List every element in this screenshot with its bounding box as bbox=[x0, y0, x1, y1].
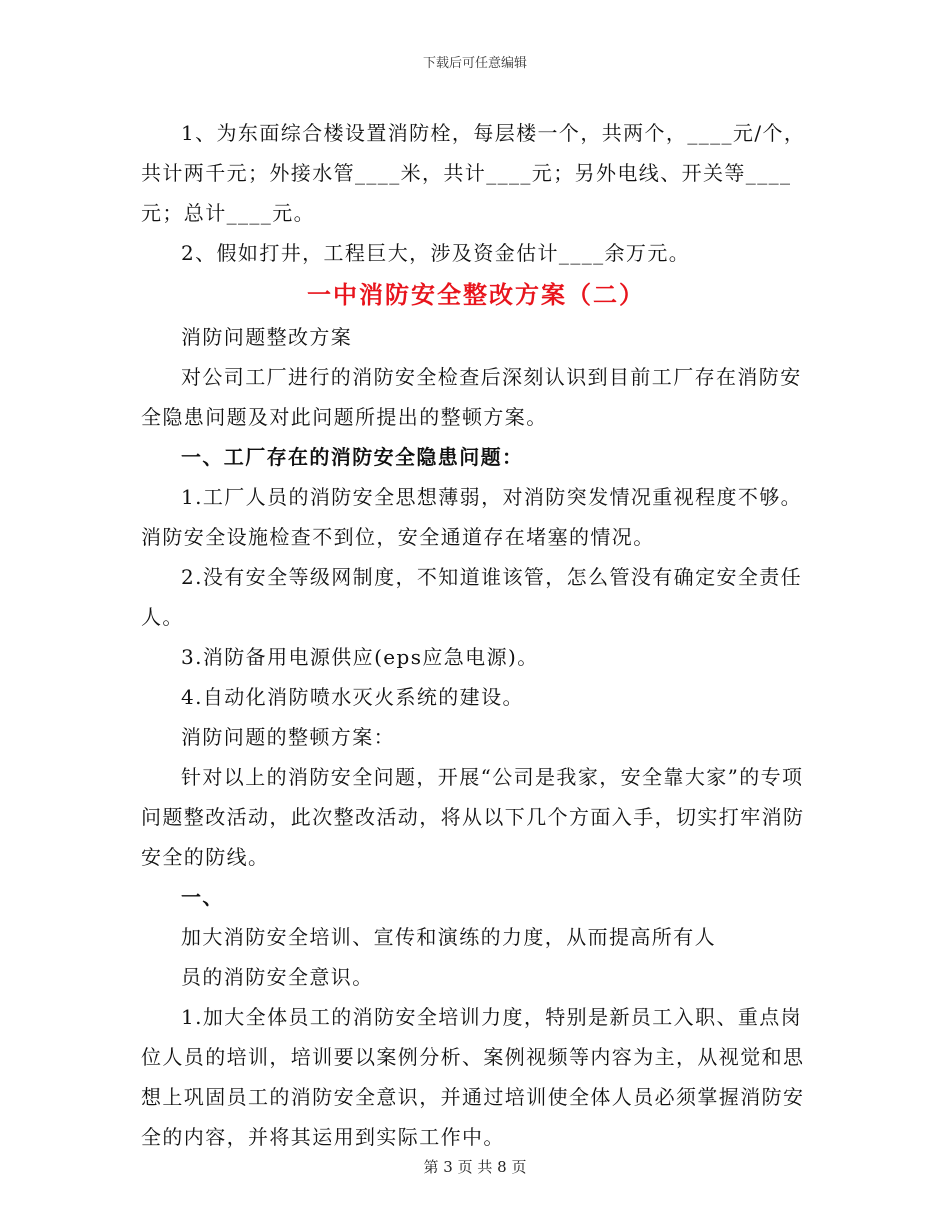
cost-item-1: 1、为东面综合楼设置消防栓，每层楼一个，共两个，____元/个，共计两千元；外接水管____米，共计____元；另外电线、开关等____元；总计____元。 bbox=[141, 121, 806, 225]
training-heading-line-2: 员的消防安全意识。 bbox=[181, 965, 374, 989]
training-heading-line-1: 加大消防安全培训、宣传和演练的力度，从而提高所有人 bbox=[181, 925, 716, 949]
campaign-paragraph: 针对以上的消防安全问题，开展“公司是我家，安全靠大家”的专项问题整改活动，此次整改活动，将从以下几个方面入手，切实打牢消防安全的防线。 bbox=[141, 765, 805, 869]
training-item-1: 1.加大全体员工的消防安全培训力度，特别是新员工入职、重点岗位人员的培训，培训要以案例分析、案例视频等内容为主，从视觉和思想上巩固员工的消防安全意识，并通过培训使全体人员必须掌握消防安全的内容，并将其运用到实际工作中。 bbox=[141, 1005, 805, 1149]
document-body bbox=[141, 113, 811, 1157]
hazard-item-4: 4.自动化消防喷水灭火系统的建设。 bbox=[181, 685, 524, 709]
hazard-item-1: 1.工厂人员的消防安全思想薄弱，对消防突发情况重视程度不够。消防安全设施检查不到位，安全通道存在堵塞的情况。 bbox=[141, 485, 803, 549]
page-header-note: 下载后可任意编辑 bbox=[422, 56, 527, 71]
hazard-item-2: 2.没有安全等级网制度，不知道谁该管，怎么管没有确定安全责任人。 bbox=[141, 565, 803, 629]
section-label-rectification: 消防问题的整顿方案： bbox=[181, 725, 395, 749]
document-title: 一中消防安全整改方案（二） bbox=[307, 280, 645, 309]
page-footer-number: 第 3 页 共 8 页 bbox=[423, 1158, 527, 1176]
heading-hazards: 一、工厂存在的消防安全隐患问题： bbox=[181, 445, 524, 469]
intro-paragraph: 对公司工厂进行的消防安全检查后深刻认识到目前工厂存在消防安全隐患问题及对此问题所提出的整顿方案。 bbox=[141, 365, 802, 429]
hazard-item-3: 3.消防备用电源供应(eps应急电源)。 bbox=[181, 645, 539, 669]
cost-item-2: 2、假如打井，工程巨大，涉及资金估计____余万元。 bbox=[181, 241, 691, 265]
section-label-plan: 消防问题整改方案 bbox=[181, 325, 353, 349]
heading-part-one: 一、 bbox=[181, 885, 224, 909]
